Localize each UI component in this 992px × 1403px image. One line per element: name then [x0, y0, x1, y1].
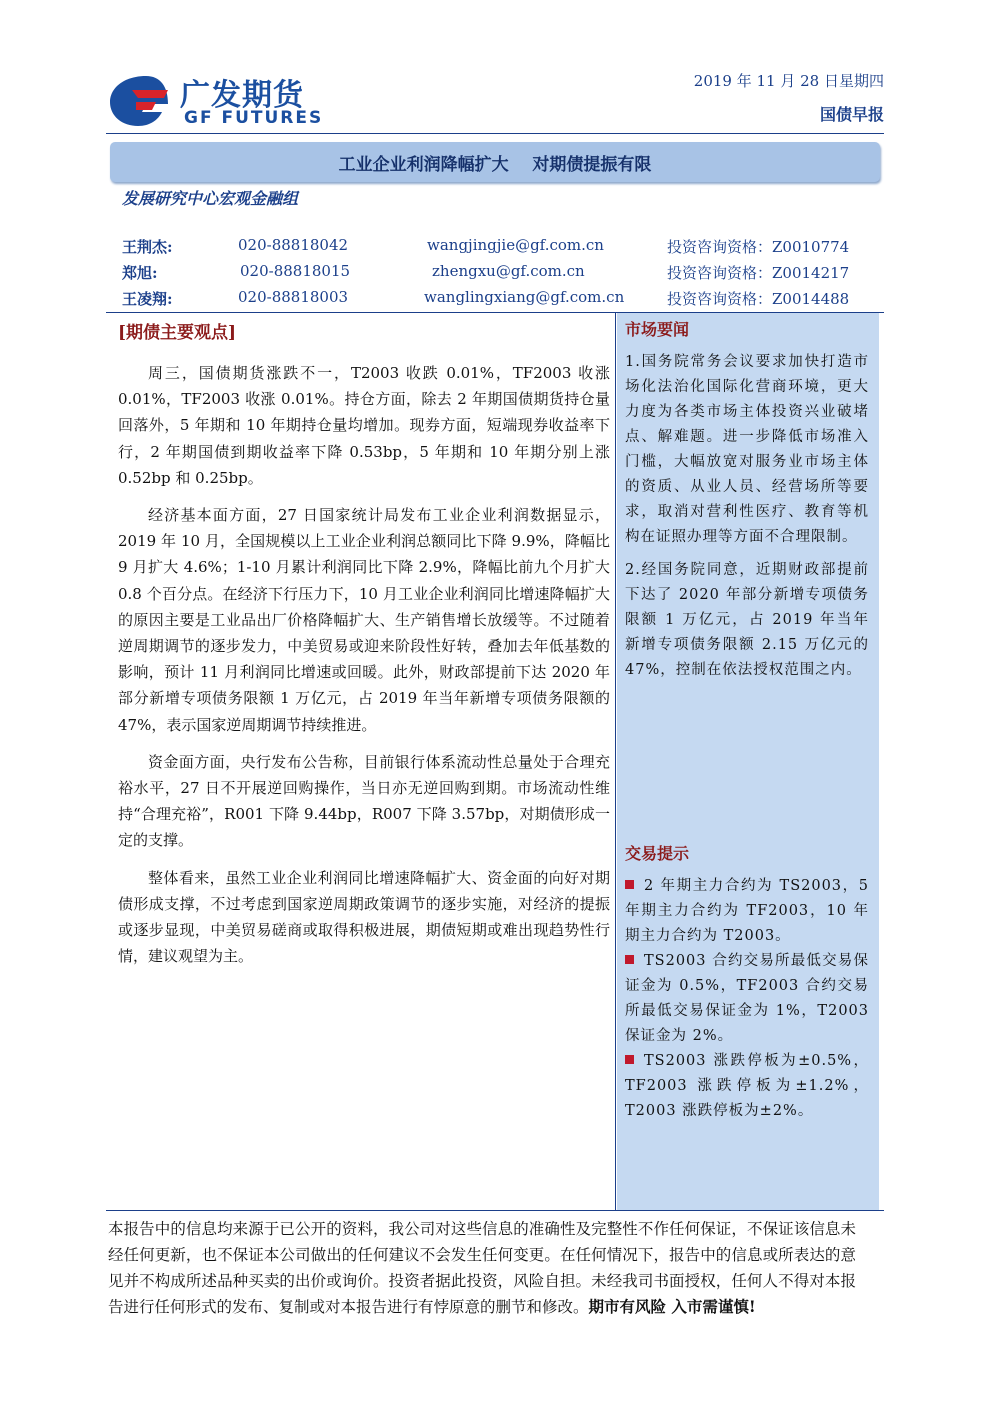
author-name: 王荆杰:: [122, 238, 173, 256]
paragraph-fundamentals: 经济基本面方面，27 日国家统计局发布工业企业利润数据显示，2019 年 10 月，全国规模以上工业企业利润总额同比下降 9.9%，降幅比 9 月扩大 4.6%；1-10 月累计利润同比下降 2.9%，降幅比前九个月扩大 0.8 个百分点。在经济下行压力下，10 月工业企业利润同比增速降幅扩大的原因主要是工业品出厂价格降幅扩大、生产销售增长放缓等。不过随着逆周期调节的逐步发力，中美贸易或迎来阶段性好转，叠加去年低基数的影响，预计 11 月利润同比增速或回暖。此外，财政部提前下达 2020 年部分新增专项债务限额 1 万亿元，占 2019 年当年新增专项债务限额的 47%，表示国家逆周期调节持续推进。: [118, 506, 610, 734]
author-list: [122, 236, 882, 314]
author-email[interactable]: wangjingjie@gf.com.cn: [427, 236, 604, 254]
author-license: 投资咨询资格：Z0014217: [667, 264, 850, 282]
header-divider: [106, 133, 884, 134]
disclaimer-text: 本报告中的信息均来源于已公开的资料，我公司对这些信息的准确性及完整性不作任何保证，不保证该信息未经任何更新，也不保证本公司做出的任何建议不会发生任何变更。在任何情况下，报告中的信息或所表达的意见并不构成所述品种买卖的出价或询价。投资者据此投资，风险自担。未经我司书面授权，任何人不得对本报告进行任何形式的发布、复制或对本报告进行有悖原意的删节和修改。: [108, 1220, 856, 1316]
gf-logo-icon: [106, 72, 172, 128]
author-row: [122, 262, 882, 288]
department-name: 发展研究中心宏观金融组: [122, 189, 299, 208]
news-section: [625, 317, 869, 691]
author-phone: 020-88818042: [238, 236, 349, 254]
main-column: [118, 318, 610, 980]
paragraph-market: 周三，国债期货涨跌不一，T2003 收跌 0.01%，TF2003 收涨 0.01%，TF2003 收涨 0.01%。持仓方面，除去 2 年期国债期货持仓量回落外，5 年期和 10 年期持仓量均增加。现券方面，短端现券收益率下行，2 年期国债到期收益率下降 0.53bp，5 年期和 10 年期分别上涨 0.52bp 和 0.25bp。: [118, 364, 610, 487]
bullet-square-icon: [625, 880, 634, 889]
author-row: [122, 288, 882, 314]
tip-item: 2 年期主力合约为 TS2003，5 年期主力合约为 TF2003，10 年期主力合约为 T2003。: [625, 878, 869, 944]
tip-item: TS2003 涨跌停板为±0.5%，TF2003 涨跌停板为±1.2%，T2003 涨跌停板为±2%。: [625, 1053, 869, 1119]
tips-heading: 交易提示: [625, 844, 690, 863]
sidebar: [617, 313, 879, 1210]
disclaimer: [108, 1216, 856, 1320]
bullet-square-icon: [625, 1055, 634, 1064]
news-item: 2.经国务院同意，近期财政部提前下达了 2020 年部分新增专项债务限额 1 万亿元，占 2019 年当年新增专项债务限额 2.15 万亿元的 47%，控制在依法授权范围之内。: [625, 562, 869, 678]
paragraph-liquidity: 资金面方面，央行发布公告称，目前银行体系流动性总量处于合理充裕水平，27 日不开展逆回购操作，当日亦无逆回购到期。市场流动性维持“合理充裕”，R001 下降 9.44bp，R007 下降 3.57bp，对期债形成一定的支撑。: [118, 752, 610, 850]
company-logo: [106, 70, 356, 130]
report-type: 国债早报: [819, 105, 884, 124]
column-divider: [615, 313, 616, 1210]
report-date: 2019 年 11 月 28 日星期四: [693, 72, 884, 90]
author-row: [122, 236, 882, 262]
author-name: 郑旭:: [122, 264, 158, 282]
author-phone: 020-88818015: [240, 262, 351, 280]
author-name: 王凌翔:: [122, 290, 173, 308]
title-bar: [110, 142, 880, 182]
author-license: 投资咨询资格：Z0010774: [667, 238, 850, 256]
tip-item: TS2003 合约交易所最低交易保证金为 0.5%，TF2003 合约交易所最低交易保证金为 1%，T2003 保证金为 2%。: [625, 953, 869, 1044]
logo-english-text: GF FUTURES: [184, 108, 324, 128]
author-license: 投资咨询资格：Z0014488: [667, 290, 850, 308]
report-title: 工业企业利润降幅扩大 对期债提振有限: [338, 154, 652, 175]
main-heading: [期债主要观点]: [118, 323, 237, 343]
tips-section: [625, 841, 869, 1124]
author-phone: 020-88818003: [238, 288, 349, 306]
news-heading: 市场要闻: [625, 320, 690, 339]
news-item: 1.国务院常务会议要求加快打造市场化法治化国际化营商环境，更大力度为各类市场主体投资兴业破堵点、解难题。进一步降低市场准入门槛，大幅放宽对服务业市场主体的资质、从业人员、经营场所等要求，取消对营利性医疗、教育等机构在证照办理等方面不合理限制。: [625, 354, 869, 545]
risk-warning: 期市有风险 入市需谨慎!: [588, 1297, 756, 1316]
bullet-square-icon: [625, 955, 634, 964]
footer-divider: [106, 1210, 884, 1211]
logo-chinese-text: 广发期货: [180, 78, 304, 113]
author-email[interactable]: wanglingxiang@gf.com.cn: [424, 288, 625, 306]
paragraph-outlook: 整体看来，虽然工业企业利润同比增速降幅扩大、资金面的向好对期债形成支撑，不过考虑到国家逆周期政策调节的逐步实施，对经济的提振或逐步显现，中美贸易磋商或取得积极进展，期债短期或难出现趋势性行情，建议观望为主。: [118, 868, 610, 966]
author-email[interactable]: zhengxu@gf.com.cn: [432, 262, 585, 280]
